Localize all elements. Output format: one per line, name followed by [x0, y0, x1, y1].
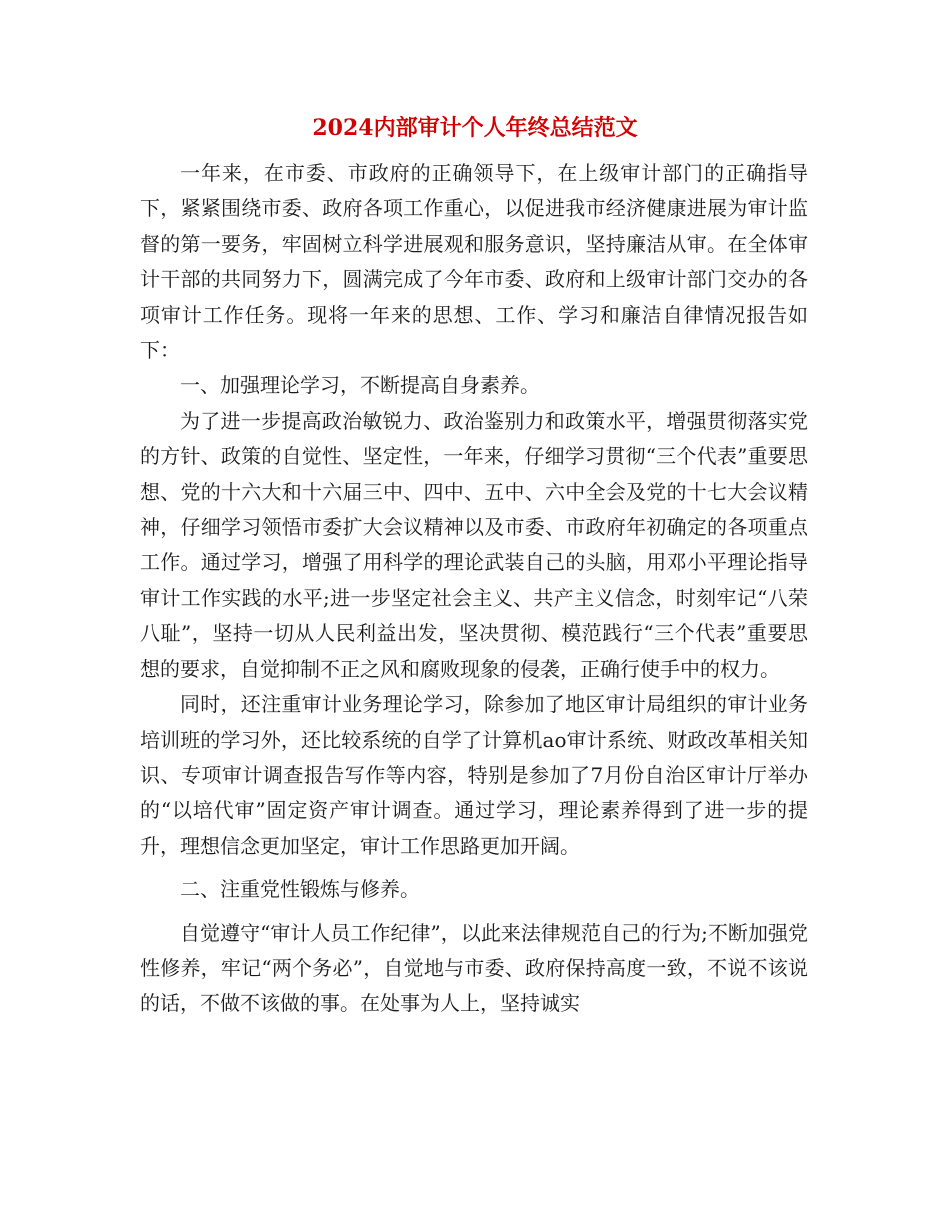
- paragraph-party-discipline: 自觉遵守“审计人员工作纪律”，以此来法律规范自己的行为;不断加强党性修养，牢记“两个务必”，自觉地与市委、政府保持高度一致，不说不该说的话，不做不该做的事。在处事为人上，坚持诚实: [140, 920, 808, 1016]
- paragraph-theory-study: 为了进一步提高政治敏锐力、政治鉴别力和政策水平，增强贯彻落实党的方针、政策的自觉性、坚定性，一年来，仔细学习贯彻“三个代表”重要思想、党的十六大和十六届三中、四中、五中、六中全会及党的十七大会议精神，仔细学习领悟市委扩大会议精神以及市委、市政府年初确定的各项重点工作。通过学习，增强了用科学的理论武装自己的头脑，用邓小平理论指导审计工作实践的水平;进一步坚定社会主义、共产主义信念，时刻牢记“八荣八耻”，坚持一切从人民利益出发，坚决贯彻、模范践行“三个代表”重要思想的要求，自觉抑制不正之风和腐败现象的侵袭，正确行使手中的权力。: [140, 408, 808, 681]
- document-body: [140, 156, 808, 1022]
- paragraph-business-study: 同时，还注重审计业务理论学习，除参加了地区审计局组织的审计业务培训班的学习外，还比较系统的自学了计算机ao审计系统、财政改革相关知识、专项审计调查报告写作等内容，特别是参加了7月份自治区审计厅举办的“以培代审”固定资产审计调查。通过学习，理论素养得到了进一步的提升，理想信念更加坚定，审计工作思路更加开阔。: [140, 692, 808, 858]
- paragraph-intro: 一年来，在市委、市政府的正确领导下，在上级审计部门的正确指导下，紧紧围绕市委、政府各项工作重心，以促进我市经济健康进展为审计监督的第一要务，牢固树立科学进展观和服务意识，坚持廉洁从审。在全体审计干部的共同努力下，圆满完成了今年市委、政府和上级审计部门交办的各项审计工作任务。现将一年来的思想、工作、学习和廉洁自律情况报告如下：: [140, 161, 808, 363]
- section-heading-2: 二、注重党性锻炼与修养。: [180, 877, 420, 902]
- section-heading-1: 一、加强理论学习，不断提高自身素养。: [180, 373, 540, 398]
- document-title: 2024内部审计个人年终总结范文: [312, 115, 638, 141]
